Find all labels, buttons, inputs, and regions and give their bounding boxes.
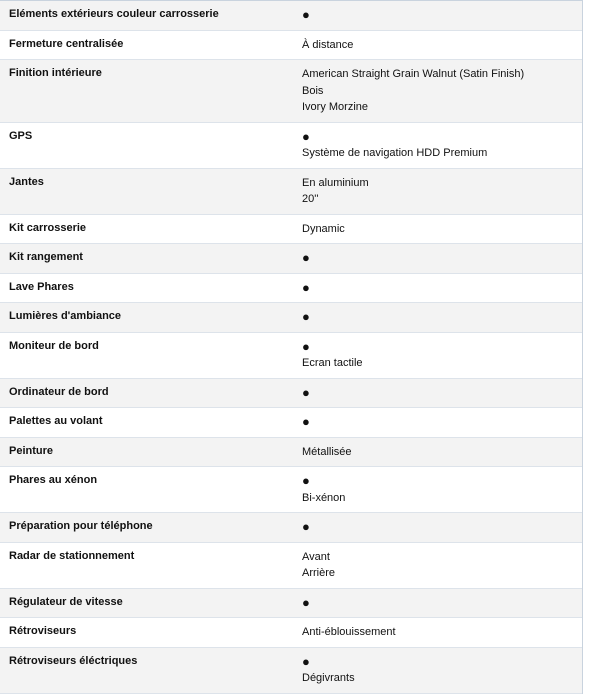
spec-value: Bois xyxy=(302,84,324,97)
spec-value: Métallisée xyxy=(302,445,352,458)
spec-value: Dégivrants xyxy=(302,672,355,684)
spec-row xyxy=(0,379,582,409)
spec-value: 20'' xyxy=(302,193,319,205)
spec-value: En aluminium xyxy=(302,176,369,189)
spec-row xyxy=(0,303,582,333)
spec-row xyxy=(0,60,582,123)
spec-row xyxy=(0,333,582,379)
spec-label: Kit carrosserie xyxy=(9,221,87,234)
feature-present-bullet: ● xyxy=(302,250,310,265)
spec-label: Radar de stationnement xyxy=(9,549,135,562)
spec-values xyxy=(285,618,582,647)
spec-value: Bi-xénon xyxy=(302,491,346,504)
spec-label: Lumières d'ambiance xyxy=(9,310,122,322)
spec-value: American Straight Grain Walnut (Satin Finish) xyxy=(302,68,525,80)
spec-row xyxy=(0,618,582,648)
spec-value: Arrière xyxy=(302,567,336,579)
spec-values xyxy=(285,1,582,30)
feature-present-bullet: ● xyxy=(302,309,310,324)
spec-label: Régulateur de vitesse xyxy=(9,595,123,608)
spec-label: Palettes au volant xyxy=(9,415,103,427)
spec-values xyxy=(285,648,582,693)
spec-row xyxy=(0,244,582,274)
spec-values xyxy=(285,513,582,542)
spec-values xyxy=(285,333,582,378)
spec-value: Dynamic xyxy=(302,222,345,235)
spec-values xyxy=(285,379,582,408)
spec-label: Moniteur de bord xyxy=(9,339,99,352)
feature-present-bullet: ● xyxy=(302,338,310,354)
spec-value: Anti-éblouissement xyxy=(302,626,396,638)
spec-row xyxy=(0,467,582,513)
spec-label: Préparation pour téléphone xyxy=(9,520,153,532)
spec-values xyxy=(285,274,582,303)
spec-label: GPS xyxy=(9,129,33,142)
spec-values xyxy=(285,60,582,122)
spec-row xyxy=(0,123,582,169)
spec-label: Rétroviseurs éléctriques xyxy=(9,654,138,667)
spec-values xyxy=(285,169,582,214)
spec-label: Fermeture centralisée xyxy=(9,37,124,50)
spec-values xyxy=(285,215,582,244)
spec-values xyxy=(285,244,582,273)
spec-values xyxy=(285,467,582,512)
spec-row xyxy=(0,274,582,304)
spec-label: Finition intérieure xyxy=(9,67,102,79)
spec-value: Ivory Morzine xyxy=(302,101,369,113)
spec-values xyxy=(285,408,582,437)
spec-row xyxy=(0,169,582,215)
spec-label: Rétroviseurs xyxy=(9,625,77,637)
spec-row xyxy=(0,31,582,61)
feature-present-bullet: ● xyxy=(302,128,310,144)
spec-row xyxy=(0,0,582,31)
feature-present-bullet: ● xyxy=(302,7,310,22)
spec-values xyxy=(285,589,582,618)
spec-row xyxy=(0,589,582,619)
feature-present-bullet: ● xyxy=(302,279,310,295)
spec-row xyxy=(0,543,582,589)
spec-value: À distance xyxy=(302,38,354,51)
spec-value: Avant xyxy=(302,550,330,563)
feature-present-bullet: ● xyxy=(302,473,310,488)
spec-value: Ecran tactile xyxy=(302,357,363,369)
spec-label: Kit rangement xyxy=(9,251,83,263)
spec-label: Lave Phares xyxy=(9,280,74,293)
feature-present-bullet: ● xyxy=(302,414,310,429)
spec-label: Ordinateur de bord xyxy=(9,385,109,398)
spec-row xyxy=(0,648,582,694)
spec-values xyxy=(285,123,582,168)
spec-row xyxy=(0,215,582,245)
spec-row xyxy=(0,408,582,438)
spec-label: Eléments extérieurs couleur carrosserie xyxy=(9,8,219,20)
spec-row xyxy=(0,513,582,543)
spec-label: Jantes xyxy=(9,175,44,188)
spec-values xyxy=(285,31,582,60)
spec-label: Phares au xénon xyxy=(9,474,98,486)
spec-values xyxy=(285,438,582,467)
feature-present-bullet: ● xyxy=(302,519,310,534)
spec-values xyxy=(285,303,582,332)
feature-present-bullet: ● xyxy=(302,653,310,669)
spec-label: Peinture xyxy=(9,444,54,457)
feature-present-bullet: ● xyxy=(302,384,310,400)
spec-row xyxy=(0,438,582,468)
feature-present-bullet: ● xyxy=(302,594,310,610)
spec-values xyxy=(285,543,582,588)
spec-value: Système de navigation HDD Premium xyxy=(302,147,488,159)
